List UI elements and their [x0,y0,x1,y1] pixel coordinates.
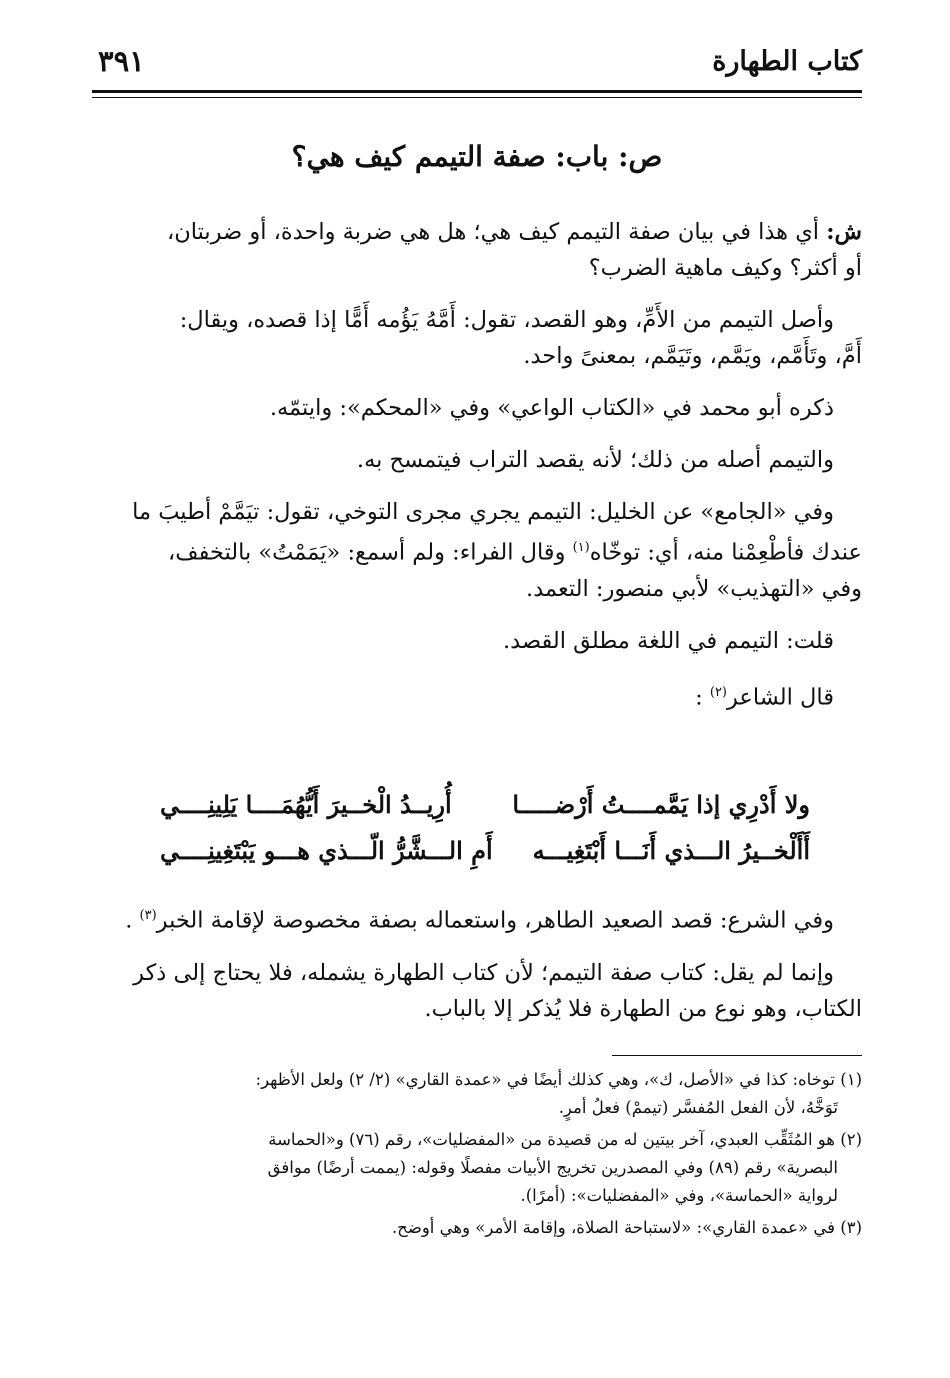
paragraph-4-line-2: عندك فأطْعِمْنا منه، أي: توخّاه$^{(١)}$ وقال الفراء: ولم أسمع: «يَمَمْتُ» بالتخفف، [168,539,862,566]
paragraph-7: وفي الشرع: قصد الصعيد الطاهر، واستعماله بصفة مخصوصة لإقامة الخبر$^{(٣)}$ . [125,907,834,934]
paragraph-8-line-1: وإنما لم يقل: كتاب صفة التيمم؛ لأن كتاب الطهارة يشمله، فلا يحتاج إلى ذكر [133,959,834,986]
poem-verses [160,790,810,882]
footnote-ref-3[interactable]: (٣) [139,908,157,923]
page-number: ٣٩١ [98,44,145,78]
body-text [92,214,862,715]
paragraph-5: قلت: التيمم في اللغة مطلق القصد. [503,627,834,654]
header-rule-thin [92,97,862,98]
chapter-title: ص: باب: صفة التيمم كيف هي؟ [291,140,663,173]
commentary-marker: ش: [826,219,862,245]
running-title: كتاب الطهارة [712,46,862,77]
footnote-2: (٢) هو المُثَقِّب العبدي، آخر بيتين له من قصيدة من «المفضليات»، رقم (٧٦) و«الحماسة البصرية» رقم (٨٩) وفي المصدرين تخريج الأبيات مفصلًا وقوله: (يممت أرضًا) موافق لرواية «الحماسة»، وفي «المفضليات»: (أمرًا). [267,1130,862,1205]
verse-1-second-hemistich: أُرِيــدُ الْخــيرَ أَيُّهُمَــــا يَلِينِــــي [160,790,452,819]
paragraph-6: قال الشاعر$^{(٢)}$ : [695,684,834,710]
footnotes [92,1066,862,1246]
verse-2-second-hemistich: أَمِ الـــشَّرُّ الّـــذي هـــو يَبْتَغِينِــــي [160,836,493,865]
page-header [92,40,862,90]
intro-line-1 [92,214,862,250]
paragraph-3: والتيمم أصله من ذلك؛ لأنه يقصد التراب فيتمسح به. [356,447,834,473]
body-text-after-verse [92,898,862,1027]
paragraph-4-line-1: وفي «الجامع» عن الخليل: التيمم يجري مجرى التوخي، تقول: تيَمَّمْ أطيبَ ما [132,499,834,525]
paragraph-8-line-2: الكتاب، وهو نوع من الطهارة فلا يُذكر إلا بالباب. [424,995,862,1022]
verse-2-first-hemistich: أَأَلْخــيرُ الـــذي أَنَـــا أَبْتَغِيـــه [532,836,810,865]
verse-1-first-hemistich: ولا أَدْرِي إذا يَمَّمــــتُ أَرْضـــــا [512,790,810,819]
paragraph-1-line-1: وأصل التيمم من الأَمِّ، وهو القصد، تقول: أَمَّهُ يَؤُمه أَمًّا إذا قصده، ويقال: [179,307,834,333]
footnote-1: (١) توخاه: كذا في «الأصل، ك»، وهي كذلك أيضًا في «عمدة القاري» (٢/ ٢) ولعل الأظهر: تَوَخَّهُ، لأن الفعل المُفسَّر (تيممْ) فعلُ أمرٍ. [255,1070,862,1117]
footnote-ref-2[interactable]: (٢) [709,684,727,700]
intro-text: أي هذا في بيان صفة التيمم كيف هي؛ هل هي ضربة واحدة، أو ضربتان، [166,219,827,245]
footnote-ref-1[interactable]: (١) [572,540,590,555]
intro-line-2: أو أكثر؟ وكيف ماهية الضرب؟ [588,255,862,281]
paragraph-1-line-2: أَمَّ، وتَأَمَّم، ويَمَّم، وتَيَمَّم، بمعنىً واحد. [523,343,862,369]
paragraph-2: ذكره أبو محمد في «الكتاب الواعي» وفي «المحكم»: وايتمّه. [269,395,834,421]
footnote-separator [612,1055,862,1056]
footnote-3: (٣) في «عمدة القاري»: «لاستباحة الصلاة، وإقامة الأمر» وهي أوضح. [391,1218,862,1237]
paragraph-4-line-3: وفي «التهذيب» لأبي منصور: التعمد. [526,575,862,602]
verse-line-2 [160,836,810,882]
header-rule-thick [92,90,862,93]
verse-line-1 [160,790,810,836]
